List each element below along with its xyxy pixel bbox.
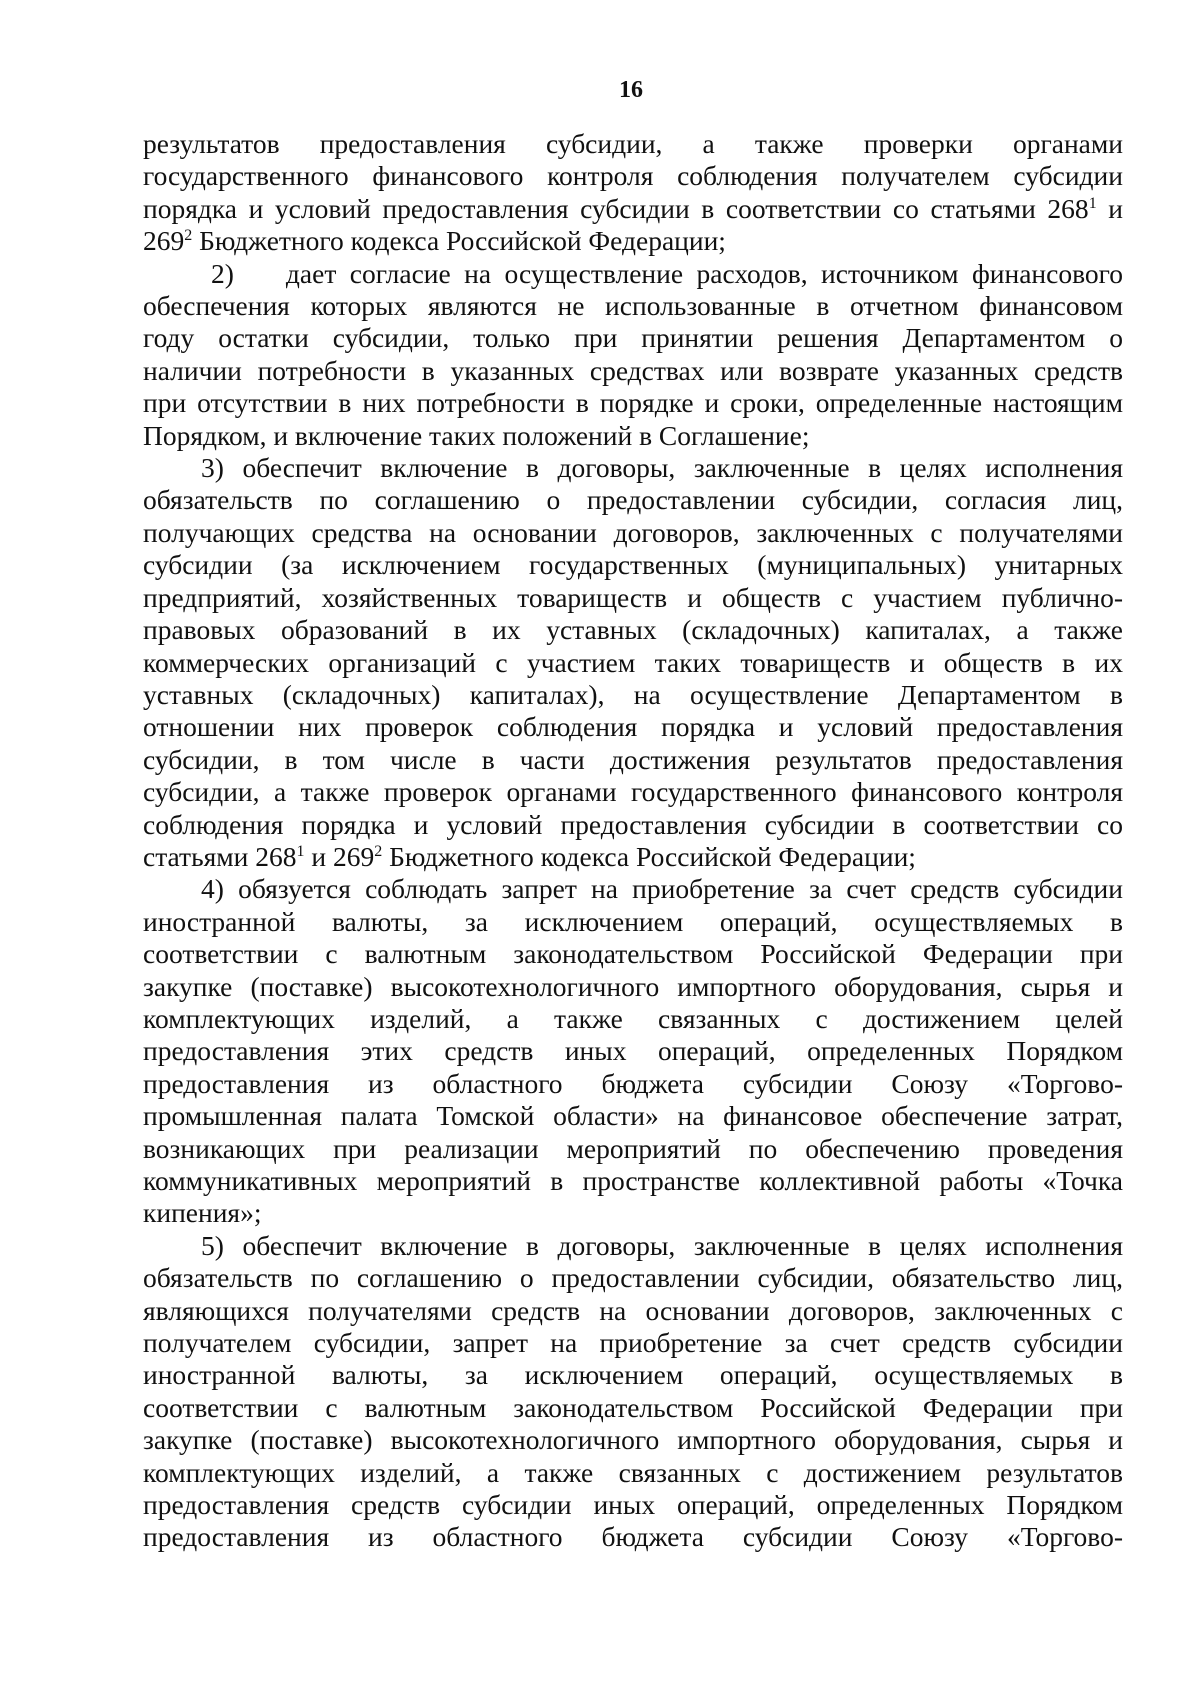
text-line: субсидии (за исключением государственных (муниципальных) унитарных xyxy=(143,549,1123,581)
text-line: результатов предоставления субсидии, а также проверки органами xyxy=(143,128,1123,159)
text-line: 4) обязуется соблюдать запрет на приобретение за счет средств субсидии xyxy=(201,873,1123,905)
text-fragment: дает согласие на осуществление расходов, источником финансового xyxy=(285,257,1123,289)
text-line: наличии потребности в указанных средствах или возврате указанных средств xyxy=(143,354,1123,386)
text-line xyxy=(143,258,1123,290)
text-line: субсидии, в том числе в части достижения результатов предоставления xyxy=(143,743,1123,775)
text-line: предоставления этих средств иных операций, определенных Порядком xyxy=(143,1035,1123,1067)
text-line: правовых образований в их уставных (складочных) капиталах, а также xyxy=(143,614,1123,646)
superscript: 2 xyxy=(374,842,383,860)
paragraph-item-2 xyxy=(143,258,1123,452)
text-fragment: и 269 xyxy=(304,840,375,872)
text-line: комплектующих изделий, а также связанных с достижением результатов xyxy=(143,1456,1123,1488)
text-line: обеспечения которых являются не использованные в отчетном финансовом xyxy=(143,290,1123,322)
text-fragment: Бюджетного кодекса Российской Федерации; xyxy=(192,225,726,257)
text-line: 5) обеспечит включение в договоры, заключенные в целях исполнения xyxy=(201,1229,1123,1261)
text-line: предоставления средств субсидии иных операций, определенных Порядком xyxy=(143,1489,1123,1521)
text-fragment: 269 xyxy=(143,225,185,257)
text-line: 3) обеспечит включение в договоры, заключенные в целях исполнения xyxy=(201,452,1123,484)
paragraph-item-3 xyxy=(143,452,1123,873)
text-line: году остатки субсидии, только при принятии решения Департаментом о xyxy=(143,322,1123,354)
document-body xyxy=(143,128,1123,1554)
text-fragment: порядка и условий предоставления субсидии в соответствии со статьями 268 xyxy=(143,192,1089,224)
text-line: получающих средства на основании договоров, заключенных с получателями xyxy=(143,516,1123,548)
text-line: соответствии с валютным законодательством Российской Федерации при xyxy=(143,1391,1123,1423)
text-line: Порядком, и включение таких положений в Соглашение; xyxy=(143,419,810,451)
text-line: закупке (поставке) высокотехнологичного импортного оборудования, сырья и xyxy=(143,970,1123,1002)
text-fragment: Бюджетного кодекса Российской Федерации; xyxy=(382,840,916,872)
page-number: 16 xyxy=(619,77,643,103)
text-line: предоставления из областного бюджета субсидии Союзу «Торгово- xyxy=(143,1067,1123,1099)
text-line: коммерческих организаций с участием таких товариществ и обществ в их xyxy=(143,646,1123,678)
superscript: 1 xyxy=(296,842,305,860)
text-line xyxy=(143,841,1123,873)
text-line: промышленная палата Томской области» на финансовое обеспечение затрат, xyxy=(143,1100,1123,1132)
superscript: 1 xyxy=(1088,194,1097,212)
text-fragment: статьями 268 xyxy=(143,840,297,872)
text-line: обязательств по соглашению о предоставлении субсидии, обязательство лиц, xyxy=(143,1262,1123,1294)
text-line: иностранной валюты, за исключением операций, осуществляемых в xyxy=(143,1359,1123,1391)
superscript: 2 xyxy=(184,227,193,245)
text-line: отношении них проверок соблюдения порядка и условий предоставления xyxy=(143,711,1123,743)
text-line: являющихся получателями средств на основании договоров, заключенных с xyxy=(143,1294,1123,1326)
text-line: государственного финансового контроля соблюдения получателем субсидии xyxy=(143,160,1123,192)
text-line: комплектующих изделий, а также связанных с достижением целей xyxy=(143,1002,1123,1034)
text-line: кипения»; xyxy=(143,1197,262,1229)
text-line: иностранной валюты, за исключением операций, осуществляемых в xyxy=(143,905,1123,937)
text-line: возникающих при реализации мероприятий по обеспечению проведения xyxy=(143,1132,1123,1164)
text-line: уставных (складочных) капиталах), на осуществление Департаментом в xyxy=(143,678,1123,710)
text-line: субсидии, а также проверок органами государственного финансового контроля xyxy=(143,776,1123,808)
text-line: закупке (поставке) высокотехнологичного импортного оборудования, сырья и xyxy=(143,1424,1123,1456)
paragraph-item-5 xyxy=(143,1230,1123,1554)
text-line xyxy=(143,225,1123,257)
list-marker: 2) xyxy=(211,257,234,289)
text-line: предоставления из областного бюджета субсидии Союзу «Торгово- xyxy=(143,1521,1123,1553)
text-fragment: и xyxy=(1096,192,1124,224)
text-line: обязательств по соглашению о предоставлении субсидии, согласия лиц, xyxy=(143,484,1123,516)
text-line xyxy=(143,193,1123,225)
paragraph-continuation xyxy=(143,128,1123,258)
text-line: соблюдения порядка и условий предоставления субсидии в соответствии со xyxy=(143,808,1123,840)
paragraph-item-4 xyxy=(143,873,1123,1229)
text-line: предприятий, хозяйственных товариществ и обществ с участием публично- xyxy=(143,581,1123,613)
text-line: коммуникативных мероприятий в пространстве коллективной работы «Точка xyxy=(143,1165,1123,1196)
text-line: получателем субсидии, запрет на приобретение за счет средств субсидии xyxy=(143,1327,1123,1359)
text-line: соответствии с валютным законодательством Российской Федерации при xyxy=(143,938,1123,970)
text-line: при отсутствии в них потребности в порядке и сроки, определенные настоящим xyxy=(143,387,1123,419)
